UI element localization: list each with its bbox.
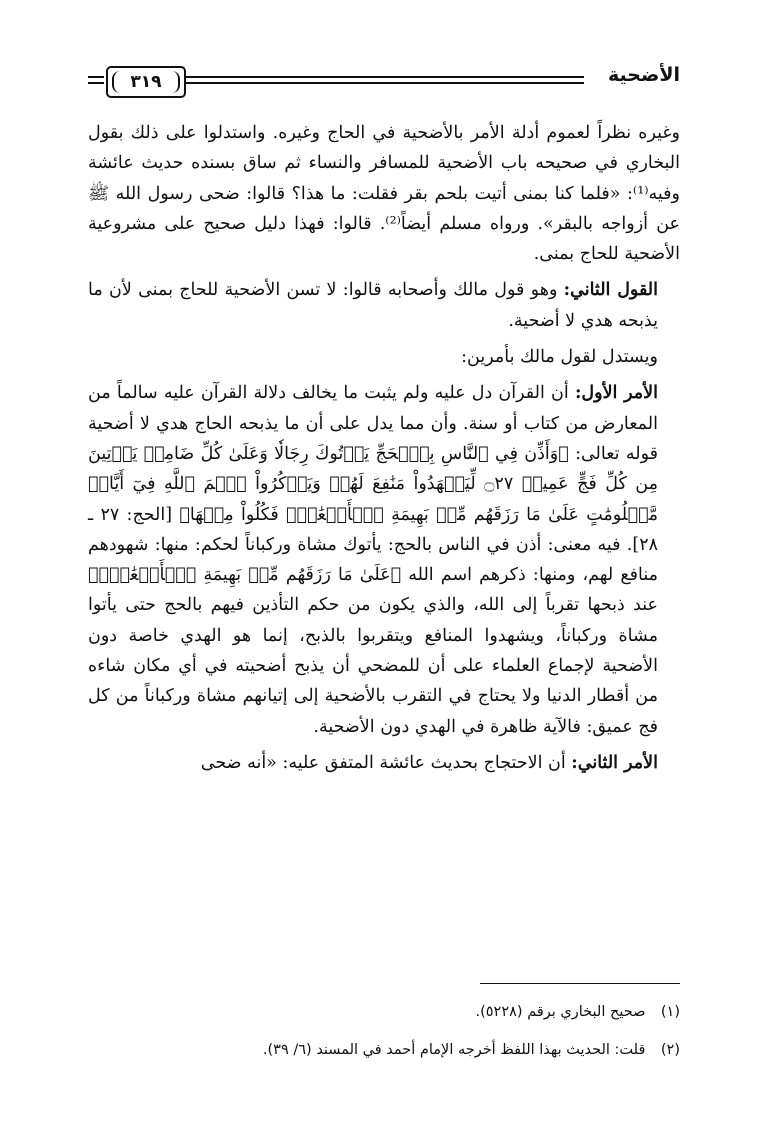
paragraph-2: [88, 275, 680, 336]
footnote-item: [88, 1031, 680, 1069]
quran-verse-2: ﴿عَلَىٰ مَا رَزَقَهُم مِّنۢ بَهِيمَةِ ٱلۡأَنۡعَٰمِۖ﴾: [88, 565, 402, 586]
page-number-box: [106, 66, 186, 98]
paragraph-4: [88, 378, 680, 742]
page-number: ٣١٩: [112, 71, 180, 93]
paragraph-4-lead: الأمر الأول:: [574, 383, 658, 404]
paragraph-2-lead: القول الثاني:: [563, 280, 658, 301]
header-rule-bottom: [186, 82, 584, 84]
paragraph-4-text-b: . فيه معنى: أذن في الناس بالحج: يأتوك مشاة وركباناً لحكم: منها: شهودهم منافع لهم، ومنها: ذكرهم اسم الله: [88, 534, 658, 586]
paragraph-4-text-a: أن القرآن دل عليه ولم يثبت ما يخالف دلالة القرآن عليه سالماً من المعارض من كتاب أو سنة. وأن مما يدل على أن ما يذبحه الحاج هدي لا أضحية قوله تعالى:: [88, 383, 658, 464]
paragraph-2-text: وهو قول مالك وأصحابه قالوا: لا تسن الأضحية للحاج بمنى لأن ما يذبحه هدي لا أضحية.: [88, 280, 658, 331]
footnotes: [88, 993, 680, 1069]
page-header: [88, 62, 680, 108]
header-rule-left-top: [88, 76, 104, 78]
paragraph-5-text: أن الاحتجاج بحديث عائشة المتفق عليه: «أنه ضحى: [200, 752, 572, 773]
paragraph-4-text-c: عند ذبحها تقرباً إلى الله، والذي يكون من حكم التأذين فيهم بالحج حتى يأتوا مشاة وركباناً، ويشهدوا المنافع ويتقربوا بالذبح، إنما هو الهدي خاصة دون الأضحية لإجماع العلماء على أن للمضحي أن يذبح أضحيته في أي مكان شاءه من أقطار الدنيا ولا يحتاج في التقرب بالأضحية إلى إتيانهم مشاة وركباناً من كل فج عميق: فالآية ظاهرة في الهدي دون الأضحية.: [88, 595, 658, 737]
footnote-text: قلت: الحديث بهذا اللفظ أخرجه الإمام أحمد في المسند (٦/ ٣٩).: [262, 1042, 646, 1058]
running-title: الأضحية: [608, 64, 680, 86]
header-rule-left-bottom: [88, 82, 104, 84]
header-rule-top: [186, 76, 584, 78]
footnote-number: (١): [660, 1004, 680, 1020]
footnote-separator: [480, 983, 680, 984]
paragraph-5: [88, 748, 680, 778]
main-text: [88, 118, 680, 784]
paragraph-3: ويستدل لقول مالك بأمرين:: [461, 347, 658, 368]
paragraph-5-lead: الأمر الثاني:: [571, 752, 658, 773]
footnote-number: (٢): [660, 1042, 680, 1058]
paragraph-1: وغيره نظراً لعموم أدلة الأمر بالأضحية في الحاج وغيره. واستدلوا على ذلك بقول البخاري في صحيحه باب الأضحية للمسافر والنساء ثم ساق بسنده حديث عائشة وفيه⁽¹⁾: «فلما كنا بمنى أتيت بلحم بقر فقلت: ما هذا؟ قالوا: ضحى رسول الله ﷺ عن أزواجه بالبقر». ورواه مسلم أيضاً⁽²⁾. قالوا: فهذا دليل صحيح على مشروعية الأضحية للحاج بمنى.: [88, 123, 680, 265]
quran-verse-1: ﴿وَأَذِّن فِي ٱلنَّاسِ بِٱلۡحَجِّ يَأۡتُوكَ رِجَالٗا وَعَلَىٰ كُلِّ ضَامِرٖ يَأۡتِينَ مِن كُلِّ فَجٍّ عَمِيقٖ ۝٢٧ لِّيَشۡهَدُواْ مَنَٰفِعَ لَهُمۡ وَيَذۡكُرُواْ ٱسۡمَ ٱللَّهِ فِيٓ أَيَّامٖ مَّعۡلُومَٰتٍ عَلَىٰ مَا رَزَقَهُم مِّنۢ بَهِيمَةِ ٱلۡأَنۡعَٰمِۖ فَكُلُواْ مِنۡهَا﴾: [88, 443, 658, 525]
quran-verse-1-ref: [الحج: ٢٧ ـ ٢٨]: [88, 504, 658, 555]
footnote-text: صحيح البخاري برقم (٥٢٢٨).: [475, 1004, 646, 1020]
footnote-item: [88, 993, 680, 1031]
